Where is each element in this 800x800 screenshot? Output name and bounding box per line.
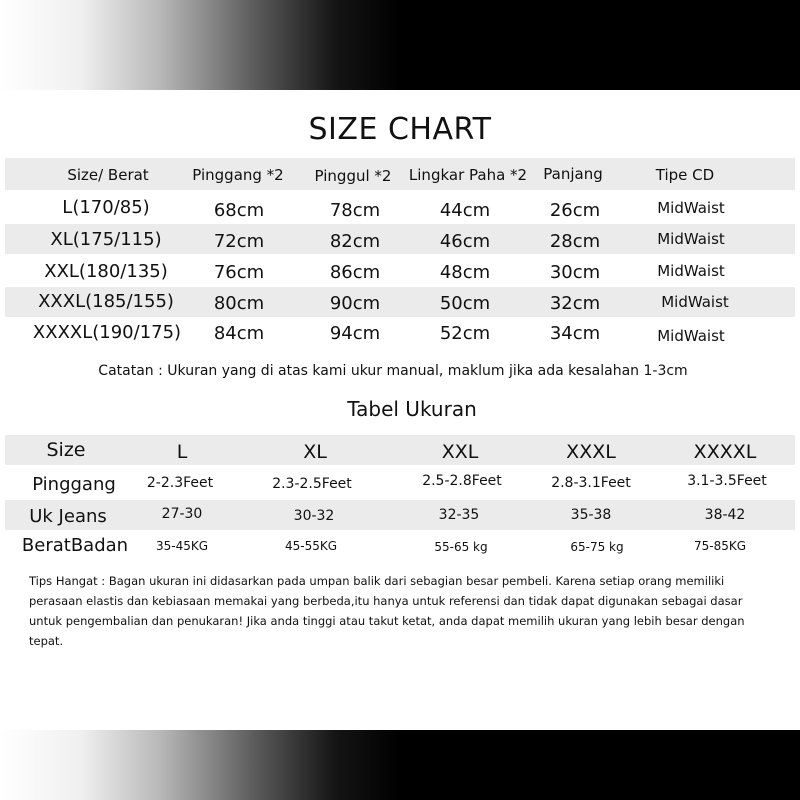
cell-panjang: 34cm [549, 323, 601, 344]
cell-pinggang: 76cm [213, 262, 265, 283]
cell-l: 35-45KG [155, 539, 209, 553]
measurement-note: Catatan : Ukuran yang di atas kami ukur manual, maklum jika ada kesalahan 1-3cm [98, 363, 688, 379]
bottom-gradient-band [0, 730, 800, 800]
cell-lingkar-paha: 52cm [439, 323, 491, 344]
header-xxxxl: XXXXL [693, 441, 757, 463]
cell-xxl: 55-65 kg [434, 540, 488, 554]
cell-xxxl: 2.8-3.1Feet [551, 475, 631, 491]
cell-lingkar-paha: 46cm [439, 231, 491, 252]
header-tipe-cd: Tipe CD [655, 166, 715, 184]
header-l: L [176, 441, 188, 463]
cell-xxl: 32-35 [438, 507, 480, 523]
cell-pinggul: 86cm [329, 262, 381, 283]
tips-paragraph: Tips Hangat : Bagan ukuran ini didasarkan pada umpan balik dari sebagian besar pembeli. Karena setiap orang memiliki perasaan elastis dan kebiasaan memakai yang berbeda,itu hanya untuk referensi dan tidak dapat digunakan sebagai dasar untuk pengembalian dan penukaran! Jika anda tinggi atau takut ketat, anda dapat memilih ukuran yang lebih besar dengan tepat. [29, 574, 745, 648]
cell-lingkar-paha: 44cm [439, 200, 491, 221]
cell-tipe-cd: MidWaist [657, 199, 725, 217]
cell-panjang: 30cm [549, 262, 601, 283]
cell-xxxl: 35-38 [570, 507, 612, 523]
cell-xl: 2.3-2.5Feet [272, 476, 352, 492]
row-label-berat-badan: BeratBadan [21, 535, 129, 556]
top-gradient-band [0, 0, 800, 90]
header-pinggul: Pinggul *2 [314, 167, 392, 185]
size-chart-row [5, 319, 795, 349]
cell-panjang: 26cm [549, 200, 601, 221]
cell-pinggang: 84cm [213, 323, 265, 344]
cell-xxxxl: 38-42 [704, 507, 746, 523]
size-chart-row [5, 192, 795, 222]
cell-l: 27-30 [161, 506, 203, 522]
cell-size: XXXL(185/155) [38, 291, 174, 312]
cell-size: XXXXL(190/175) [32, 322, 182, 343]
cell-xl: 30-32 [293, 508, 335, 524]
header-xl: XL [303, 441, 327, 463]
cell-tipe-cd: MidWaist [657, 327, 725, 345]
cell-xxl: 2.5-2.8Feet [422, 473, 502, 489]
cell-lingkar-paha: 48cm [439, 262, 491, 283]
header-pinggang: Pinggang *2 [192, 166, 284, 184]
size-table-row-pinggang [5, 468, 795, 500]
size-chart-row [5, 287, 795, 317]
size-chart-row [5, 224, 795, 254]
cell-tipe-cd: MidWaist [657, 230, 725, 248]
cell-size: XL(175/115) [50, 229, 162, 250]
cell-pinggul: 94cm [329, 323, 381, 344]
header-xxxl: XXXL [566, 441, 616, 463]
cell-pinggul: 82cm [329, 231, 381, 252]
cell-lingkar-paha: 50cm [439, 293, 491, 314]
size-table-title: Tabel Ukuran [347, 397, 477, 421]
size-table-row-berat-badan [5, 532, 795, 564]
header-size-berat: Size/ Berat [67, 166, 149, 184]
size-table-row-uk-jeans [5, 500, 795, 530]
cell-xxxl: 65-75 kg [570, 540, 624, 554]
cell-size: L(170/85) [62, 197, 150, 218]
cell-pinggang: 72cm [213, 231, 265, 252]
page-title: SIZE CHART [308, 112, 492, 147]
cell-panjang: 32cm [549, 293, 601, 314]
cell-size: XXL(180/135) [44, 261, 168, 282]
header-lingkar-paha: Lingkar Paha *2 [408, 166, 528, 184]
cell-tipe-cd: MidWaist [661, 293, 729, 311]
cell-pinggang: 68cm [213, 200, 265, 221]
cell-pinggul: 78cm [329, 200, 381, 221]
cell-tipe-cd: MidWaist [657, 262, 725, 280]
size-table-header-row [5, 435, 795, 465]
cell-pinggang: 80cm [213, 293, 265, 314]
header-size: Size [46, 439, 86, 461]
size-chart-header-row [5, 158, 795, 190]
cell-panjang: 28cm [549, 231, 601, 252]
cell-pinggul: 90cm [329, 293, 381, 314]
header-panjang: Panjang [543, 165, 603, 183]
cell-xl: 45-55KG [284, 539, 338, 553]
size-chart-row [5, 256, 795, 286]
header-xxl: XXL [441, 441, 479, 463]
row-label-pinggang: Pinggang [32, 474, 116, 495]
cell-l: 2-2.3Feet [146, 475, 214, 491]
cell-xxxxl: 75-85KG [693, 539, 747, 553]
row-label-uk-jeans: Uk Jeans [29, 506, 107, 527]
cell-xxxxl: 3.1-3.5Feet [687, 473, 767, 489]
